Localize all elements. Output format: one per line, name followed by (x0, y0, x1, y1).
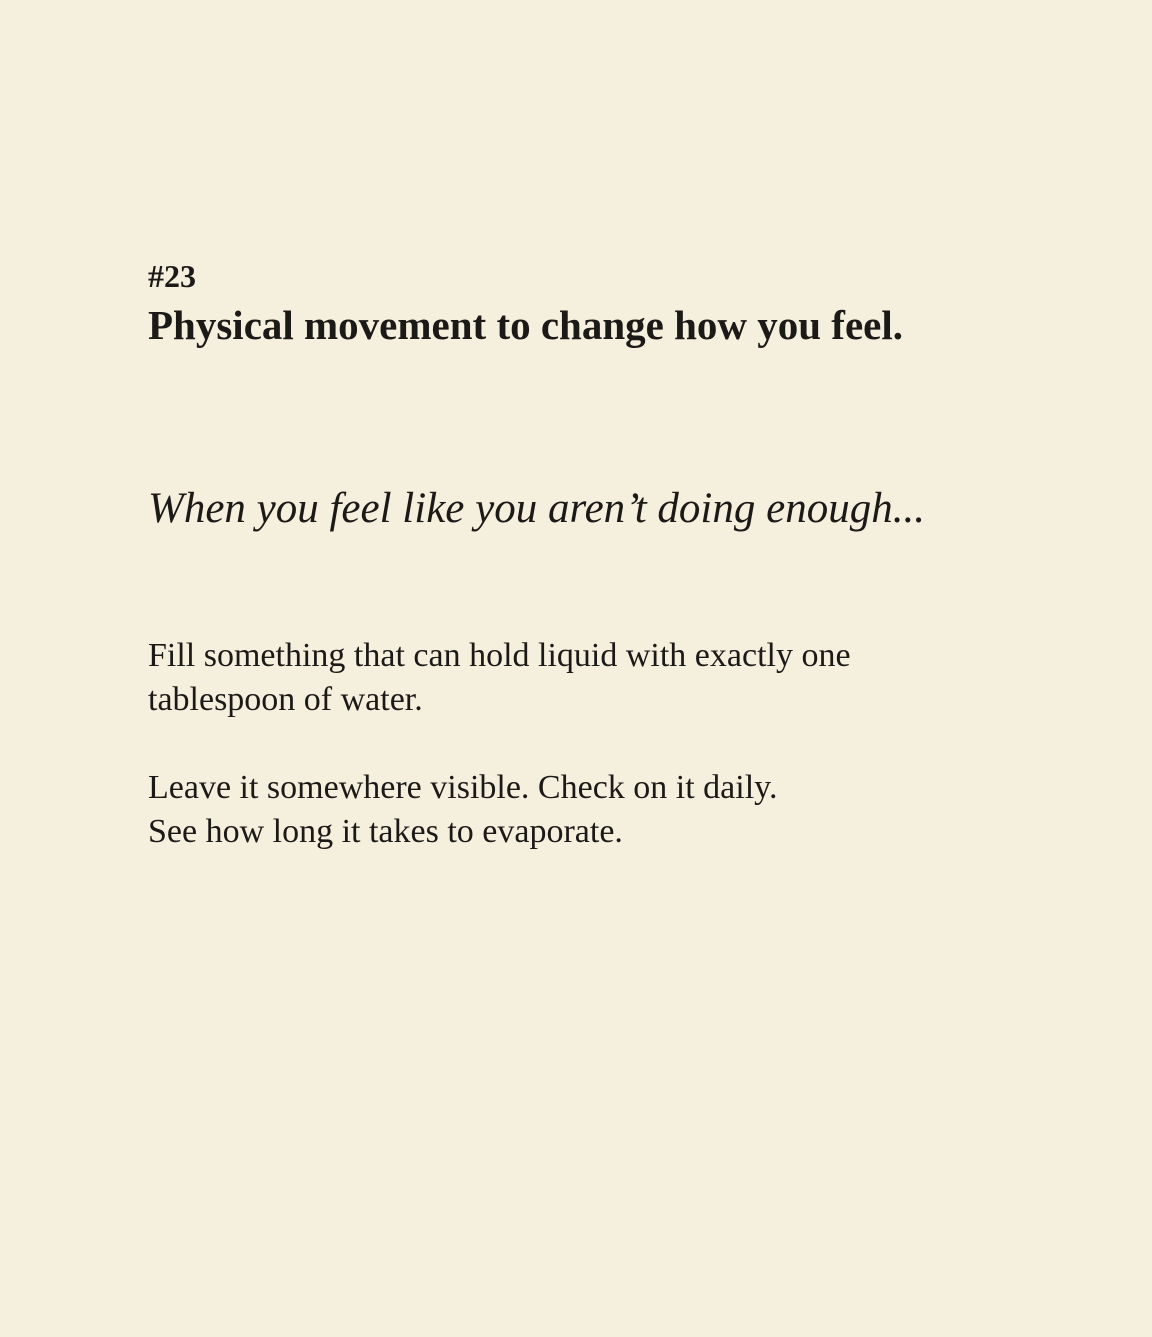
entry-number: #23 (148, 258, 196, 294)
instruction-paragraph-2 (148, 766, 1008, 854)
instruction-line: See how long it takes to evaporate. (148, 813, 623, 850)
instruction-line: Leave it somewhere visible. Check on it daily. (148, 769, 778, 806)
entry-title: Physical movement to change how you feel. (148, 302, 903, 348)
instruction-paragraph-1 (148, 634, 1008, 722)
entry-subtitle: When you feel like you aren’t doing enough... (148, 485, 925, 532)
instruction-line: Fill something that can hold liquid with exactly one (148, 637, 851, 674)
instruction-line: tablespoon of water. (148, 681, 423, 718)
